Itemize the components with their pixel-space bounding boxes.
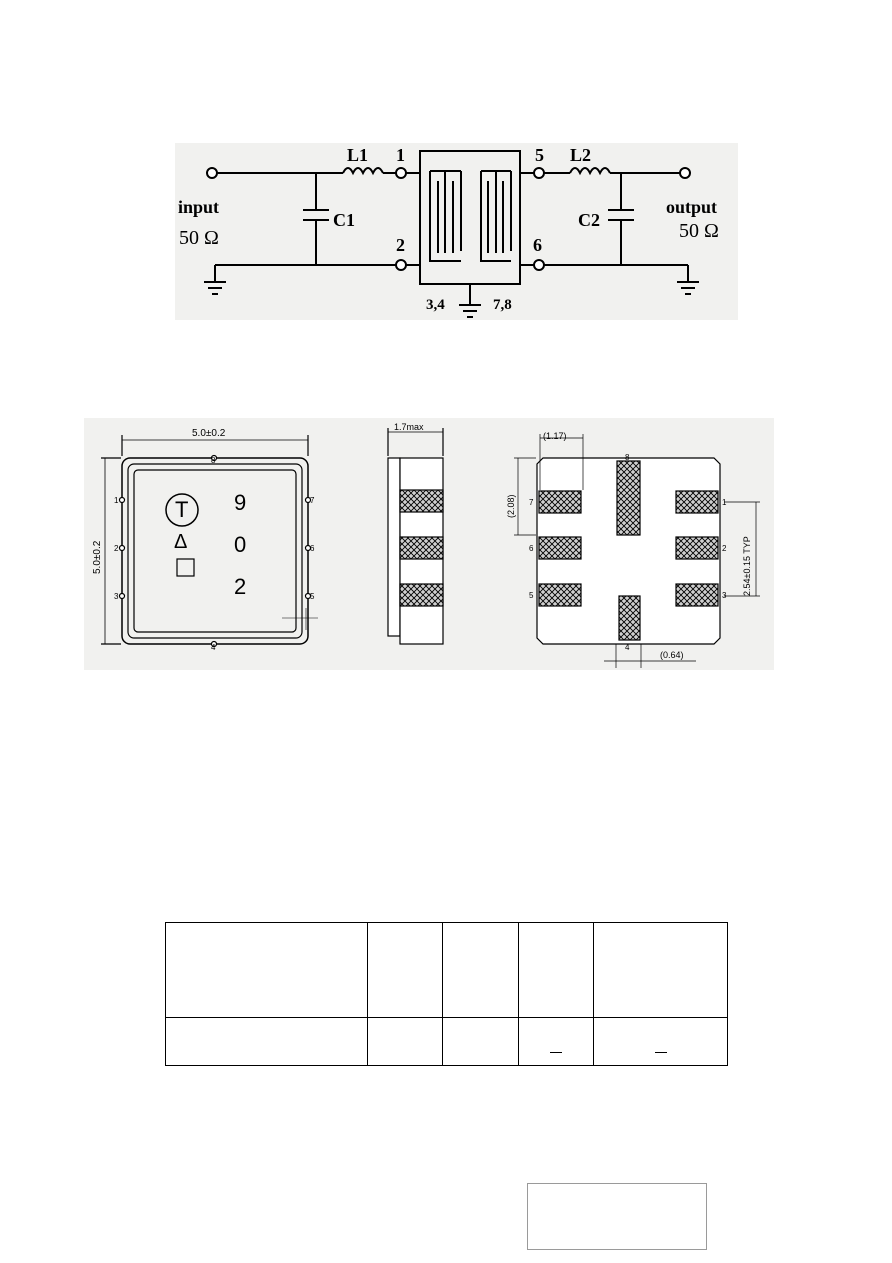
marking-char-9: 9 — [234, 490, 247, 515]
pin-1-label: 1 — [396, 145, 405, 165]
footprint-pad-3 — [676, 584, 718, 606]
table-cell — [519, 1018, 594, 1066]
input-terminal — [207, 168, 217, 178]
table-cell — [166, 1018, 368, 1066]
footprint-pad-6 — [539, 537, 581, 559]
label-l2: L2 — [570, 145, 592, 165]
inductor-l2 — [570, 168, 610, 173]
table-header-cell — [594, 923, 728, 1018]
marking-delta: Δ — [174, 531, 188, 553]
package-drawing — [84, 418, 774, 670]
table-header-cell — [368, 923, 443, 1018]
top-pin-7: 7 — [310, 496, 315, 505]
pin-2-terminal — [396, 260, 406, 270]
side-height-dimension: 1.7max — [394, 422, 424, 432]
output-terminal — [680, 168, 690, 178]
side-pad-top — [400, 490, 443, 512]
top-pin-3: 3 — [114, 592, 119, 601]
side-view — [388, 428, 443, 644]
table-cell — [443, 1018, 519, 1066]
table-cell — [368, 1018, 443, 1066]
footprint-dim-pad-width: (0.64) — [660, 650, 684, 660]
footprint-pin-4: 4 — [625, 643, 630, 652]
pin-5-label: 5 — [535, 145, 544, 165]
footprint-pin-3: 3 — [722, 591, 727, 600]
footprint-pad-4 — [619, 596, 640, 640]
table-header-row — [166, 923, 728, 1018]
ground-pins-left: 3,4 — [426, 297, 445, 313]
footprint-pin-2: 2 — [722, 544, 727, 553]
pin-2-label: 2 — [396, 235, 405, 255]
top-pin-8: 8 — [211, 456, 216, 465]
square-symbol-icon — [177, 559, 194, 576]
footprint-pin-8: 8 — [625, 453, 630, 462]
ground-pins-right: 7,8 — [493, 297, 512, 313]
label-c1: C1 — [333, 210, 355, 230]
package-outline — [84, 418, 774, 670]
input-impedance: 50 Ω — [179, 227, 219, 249]
marking-char-2: 2 — [234, 574, 247, 599]
top-view — [101, 435, 318, 647]
footprint-pad-2 — [676, 537, 718, 559]
footprint-pad-1 — [676, 491, 718, 513]
circuit-schematic — [175, 143, 738, 320]
footprint-dim-pitch-x: (1.17) — [543, 431, 567, 441]
side-pad-bottom — [400, 584, 443, 606]
footprint-pin-7: 7 — [529, 498, 534, 507]
top-view-outline — [122, 458, 308, 644]
top-pin-4: 4 — [211, 643, 216, 652]
dash-mark — [550, 1052, 562, 1053]
footprint-dim-offset-y: (2.08) — [506, 494, 516, 518]
input-label: input — [178, 197, 220, 217]
footprint-pin-6: 6 — [529, 544, 534, 553]
top-pin-5: 5 — [310, 592, 315, 601]
pin-6-terminal — [534, 260, 544, 270]
table-cell — [594, 1018, 728, 1066]
footprint-dim-pitch-typ: 2.54±0.15 TYP — [742, 536, 752, 596]
footprint-pad-5 — [539, 584, 581, 606]
top-width-dimension: 5.0±0.2 — [192, 428, 226, 439]
table-header-cell — [166, 923, 368, 1018]
top-pin-2: 2 — [114, 544, 119, 553]
label-c2: C2 — [578, 210, 600, 230]
footprint-pad-8 — [617, 461, 640, 535]
output-impedance: 50 Ω — [679, 220, 719, 242]
spec-table — [165, 922, 728, 1066]
label-l1: L1 — [347, 145, 369, 165]
output-label: output — [666, 197, 718, 217]
dash-mark — [655, 1052, 667, 1053]
inductor-l1 — [343, 168, 383, 173]
top-height-dimension: 5.0±0.2 — [92, 540, 103, 574]
table-row — [166, 1018, 728, 1066]
top-pin-6: 6 — [310, 544, 315, 553]
footprint-pin-1: 1 — [722, 498, 727, 507]
footprint-pin-5: 5 — [529, 591, 534, 600]
pin-6-label: 6 — [533, 235, 542, 255]
pin-5-terminal — [534, 168, 544, 178]
logo-letter: T — [175, 497, 189, 522]
table-header-cell — [443, 923, 519, 1018]
pin-1-terminal — [396, 168, 406, 178]
note-box — [527, 1183, 707, 1250]
marking-char-0: 0 — [234, 532, 247, 557]
table-header-cell — [519, 923, 594, 1018]
side-pad-middle — [400, 537, 443, 559]
top-pin-1: 1 — [114, 496, 119, 505]
circuit-diagram — [175, 143, 738, 320]
footprint-pad-7 — [539, 491, 581, 513]
